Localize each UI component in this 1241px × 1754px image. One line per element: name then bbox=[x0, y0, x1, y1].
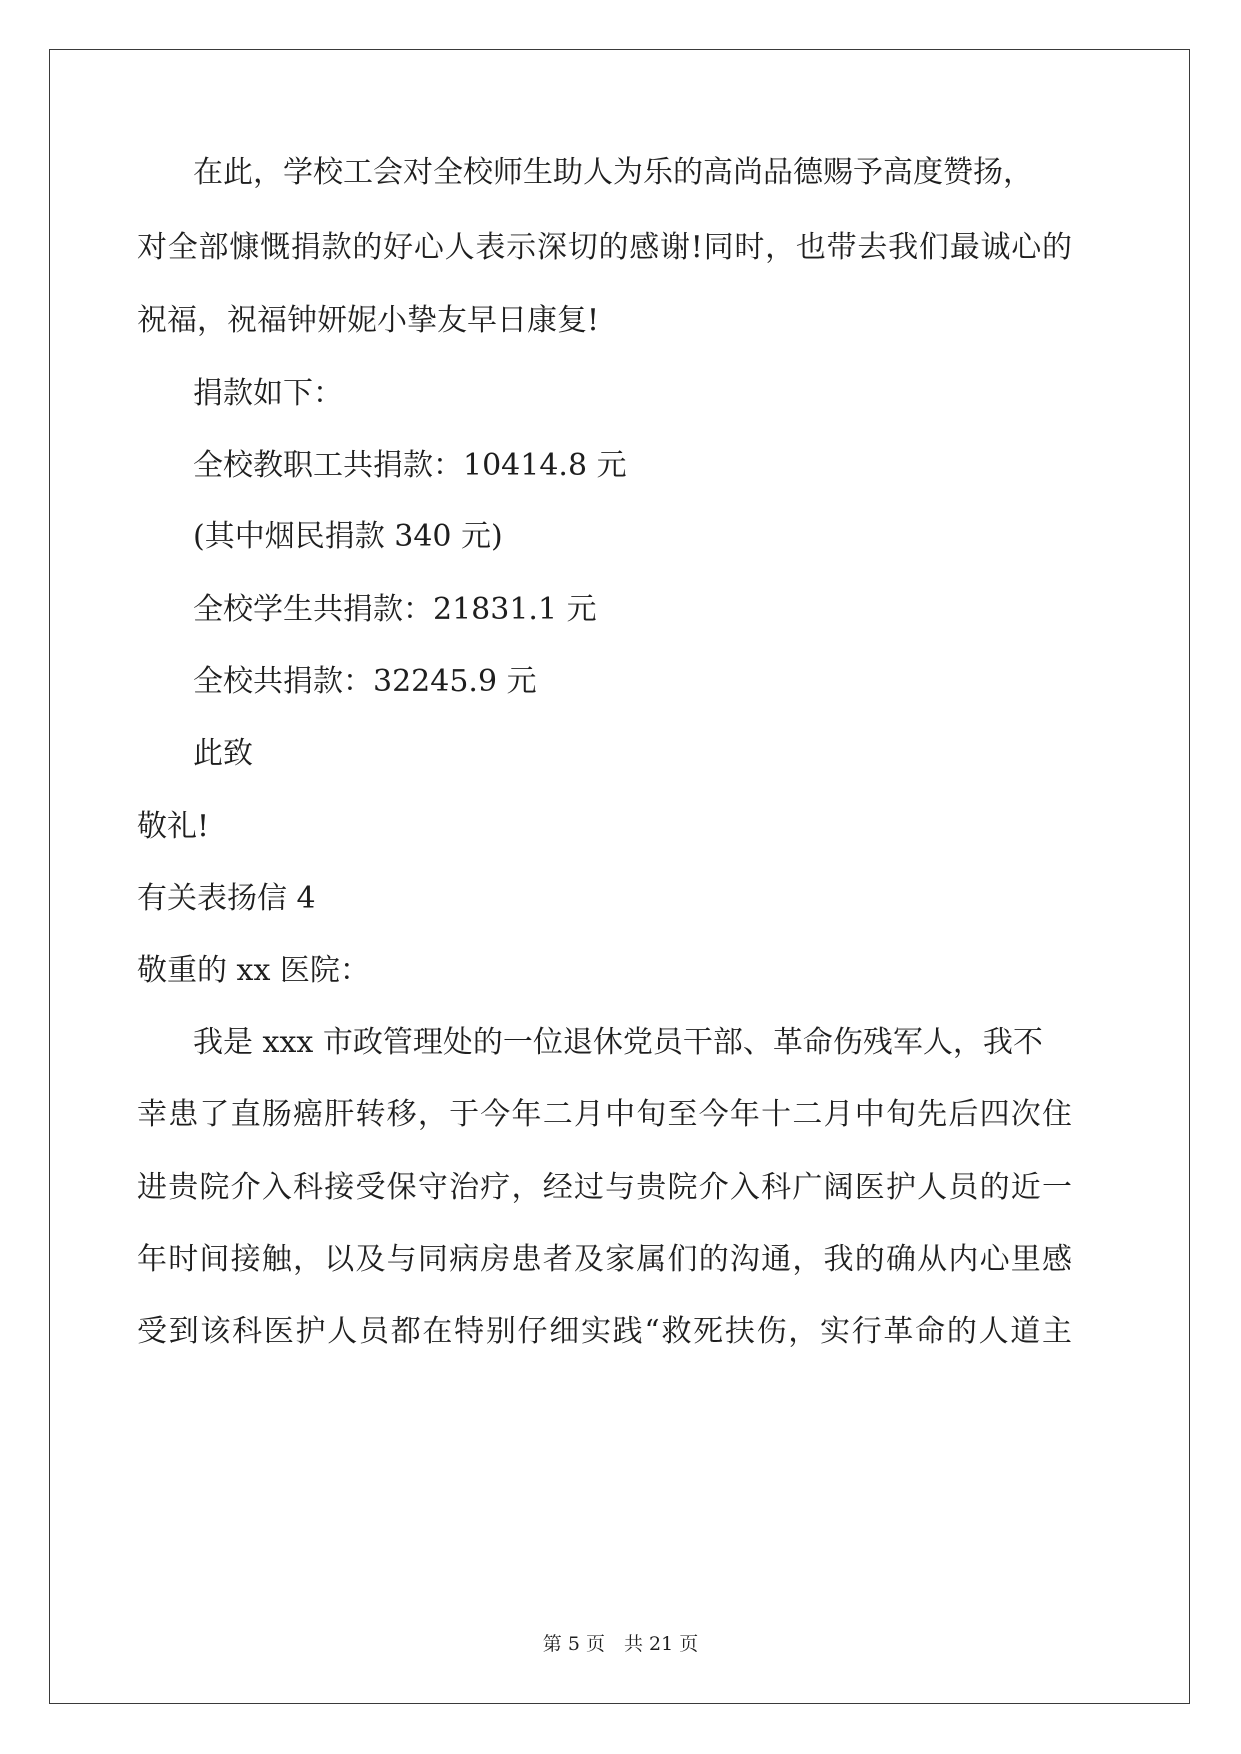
page-number: 第 5 页 共 21 页 bbox=[542, 1633, 699, 1655]
paragraph-line: 全校教职工共捐款：10414.8 元 bbox=[193, 448, 627, 483]
paragraph-line: 全校学生共捐款：21831.1 元 bbox=[193, 592, 597, 627]
paragraph-line: 敬礼! bbox=[137, 809, 210, 844]
paragraph-line: 我是 xxx 市政管理处的一位退休党员干部、革命伤残军人，我不 bbox=[193, 1025, 1043, 1060]
paragraph-line: 年时间接触，以及与同病房患者及家属们的沟通，我的确从内心里感 bbox=[137, 1242, 1072, 1277]
paragraph-line: 祝福，祝福钟妍妮小挚友早日康复! bbox=[137, 303, 600, 338]
paragraph-line: 幸患了直肠癌肝转移，于今年二月中旬至今年十二月中旬先后四次住 bbox=[137, 1097, 1072, 1132]
paragraph-line: 此致 bbox=[193, 736, 253, 771]
paragraph-line: 捐款如下： bbox=[193, 376, 343, 411]
page-border bbox=[49, 49, 1190, 1704]
salutation: 敬重的 xx 医院： bbox=[137, 953, 370, 988]
paragraph-line: 受到该科医护人员都在特别仔细实践“救死扶伤，实行革命的人道主 bbox=[137, 1314, 1072, 1349]
paragraph-line: 全校共捐款：32245.9 元 bbox=[193, 664, 537, 699]
section-heading: 有关表扬信 4 bbox=[137, 881, 316, 916]
paragraph-line: 在此，学校工会对全校师生助人为乐的高尚品德赐予高度赞扬， bbox=[193, 155, 1033, 190]
paragraph-line: 对全部慷慨捐款的好心人表示深切的感谢!同时，也带去我们最诚心的 bbox=[137, 230, 1072, 265]
paragraph-line: (其中烟民捐款 340 元) bbox=[193, 519, 503, 554]
paragraph-line: 进贵院介入科接受保守治疗，经过与贵院介入科广阔医护人员的近一 bbox=[137, 1170, 1072, 1205]
